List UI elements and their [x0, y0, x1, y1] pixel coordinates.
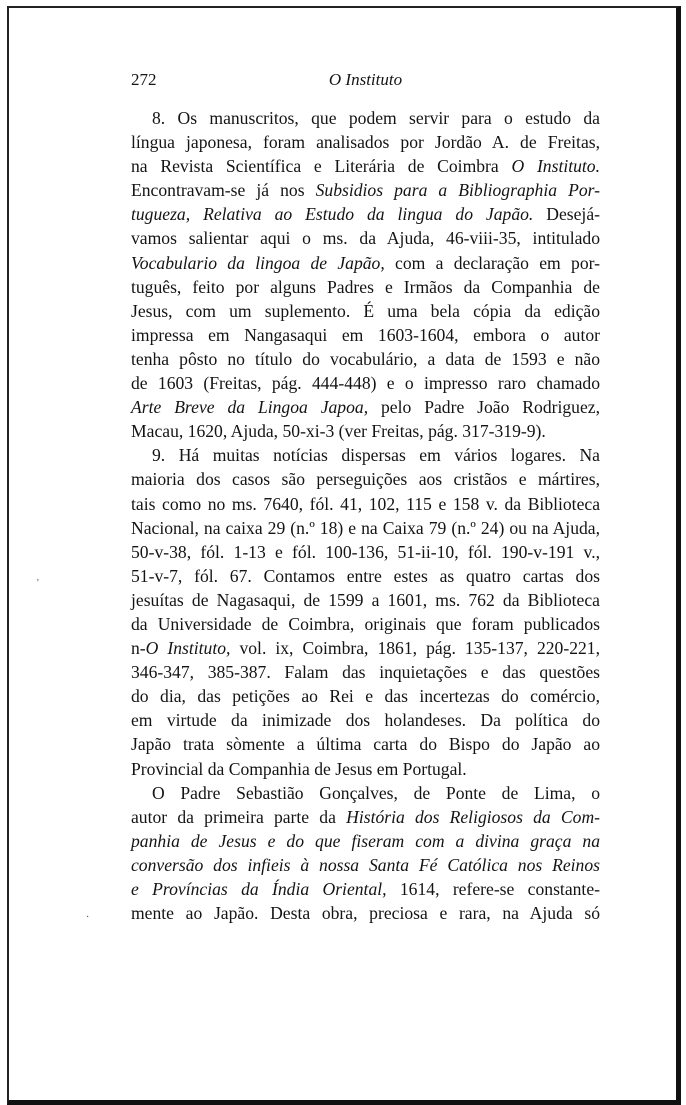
text-line: Provincial da Companhia de Jesus em Portugal. [131, 758, 467, 779]
margin-dot: · [86, 912, 90, 923]
text-line: Arte Breve da Lingoa Japoa, pelo Padre João Rodriguez, [131, 397, 600, 418]
running-title: O Instituto [328, 70, 403, 89]
text-line: 51-v-7, fól. 67. Contamos entre estes as quatro cartas dos [131, 565, 600, 586]
text-line: tais como no ms. 7640, fól. 41, 102, 115 e 158 v. da Biblioteca [131, 493, 600, 514]
text-line: língua japonesa, foram analisados por Jordão A. de Freitas, [131, 132, 600, 153]
text-line: 9. Há muitas notícias dispersas em vários logares. Na [152, 445, 600, 466]
text-line: Encontravam-se já nos Subsidios para a Bibliographia Por- [131, 180, 600, 201]
margin-mark: ' [37, 578, 39, 589]
text-line: do dia, das petições ao Rei e das incertezas do comércio, [131, 686, 600, 707]
text-line: Japão trata sòmente a última carta do Bispo do Japão ao [131, 734, 600, 755]
text-line: de 1603 (Freitas, pág. 444-448) e o impresso raro chamado [131, 373, 600, 394]
text-line: n-O Instituto, vol. ix, Coimbra, 1861, pág. 135-137, 220-221, [131, 638, 600, 659]
page-header [131, 70, 600, 92]
text-line: O Padre Sebastião Gonçalves, de Ponte de Lima, o [152, 782, 600, 803]
text-line: na Revista Scientífica e Literária de Coimbra O Instituto. [131, 156, 600, 177]
text-line: Nacional, na caixa 29 (n.º 18) e na Caixa 79 (n.º 24) ou na Ajuda, [131, 517, 600, 538]
text-line: maioria dos casos são perseguições aos cristãos e mártires, [131, 469, 600, 490]
page-number: 272 [131, 70, 157, 89]
text-line: 8. Os manuscritos, que podem servir para o estudo da [152, 108, 600, 128]
text-line: impressa em Nangasaqui em 1603-1604, embora o autor [131, 324, 600, 345]
text-line: tugueza, Relativa ao Estudo da lingua do Japão. Desejá- [131, 204, 600, 225]
text-line: panhia de Jesus e do que fiseram com a divina graça na [131, 830, 600, 851]
text-line: 346-347, 385-387. Falam das inquietações e das questões [131, 662, 600, 683]
text-line: tenha pôsto no título do vocabulário, a data de 1593 e não [131, 348, 600, 369]
text-line: jesuítas de Nagasaqui, de 1599 a 1601, ms. 762 da Biblioteca [131, 589, 600, 610]
text-line: tuguês, feito por alguns Padres e Irmãos da Companhia de [131, 276, 600, 297]
text-line: mente ao Japão. Desta obra, preciosa e rara, na Ajuda só [131, 903, 600, 924]
text-line: Vocabulario da lingoa de Japão, com a declaração em por- [131, 252, 600, 273]
text-line: da Universidade de Coimbra, originais que foram publicados [131, 613, 600, 634]
text-line: e Províncias da Índia Oriental, 1614, refere-se constante- [131, 879, 600, 899]
body-text [131, 106, 600, 925]
text-line: autor da primeira parte da História dos Religiosos da Com- [131, 806, 601, 827]
text-line: em virtude da inimizade dos holandeses. Da política do [131, 710, 600, 731]
text-line: conversão dos infieis à nossa Santa Fé Católica nos Reinos [131, 854, 600, 875]
text-line: vamos salientar aqui o ms. da Ajuda, 46-viii-35, intitulado [131, 228, 600, 249]
text-line: Jesus, com um suplemento. É uma bela cópia da edição [131, 300, 600, 321]
text-line: 50-v-38, fól. 1-13 e fól. 100-136, 51-ii-10, fól. 190-v-191 v., [131, 541, 600, 562]
text-line: Macau, 1620, Ajuda, 50-xi-3 (ver Freitas, pág. 317-319-9). [131, 421, 546, 442]
